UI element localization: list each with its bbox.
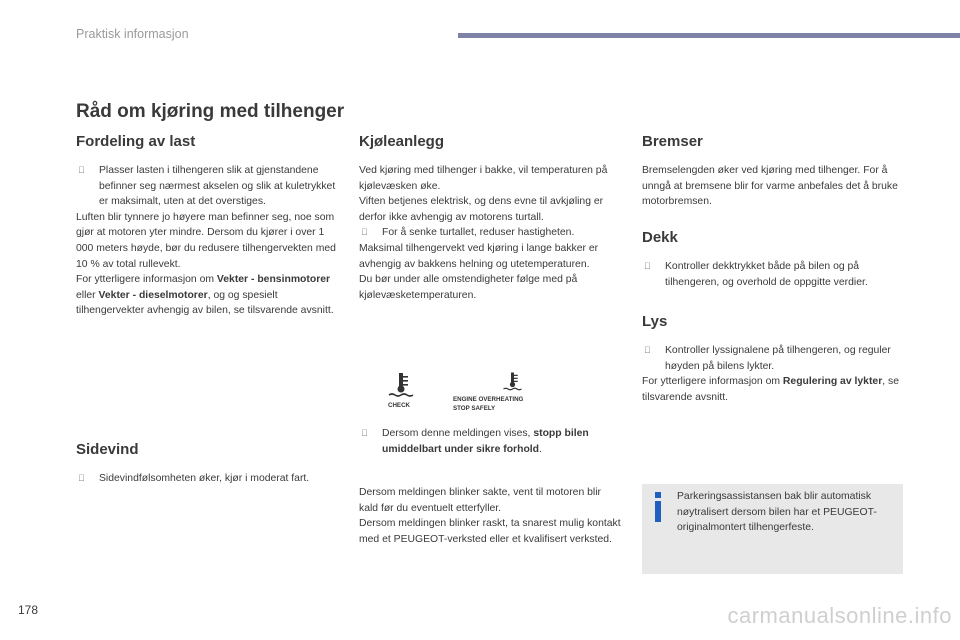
heading-lights: Lys: [642, 313, 668, 330]
bullet-stop-message: Dersom denne meldingen vises, stopp bilen umiddelbart under sikre forhold.: [359, 426, 644, 457]
heading-tyres: Dekk: [642, 229, 678, 246]
bullet-text: Kontroller dekktrykket både på bilen og på tilhengeren, og overhold de oppgitte verdier.: [665, 261, 868, 288]
info-icon: [654, 492, 662, 522]
icon-label-stop-safely: STOP SAFELY: [453, 405, 496, 412]
column-brakes: [642, 133, 904, 433]
bullet-light-signals: [642, 343, 904, 374]
paragraph-coolant-temp: Ved kjøring med tilhenger i bakke, vil temperaturen på kjølevæsken øke.: [359, 165, 608, 192]
bullet-tyre-pressure: [642, 259, 904, 290]
bullet-text: Kontroller lyssignalene på tilhengeren, og reguler høyden på bilens lykter.: [665, 345, 891, 372]
icon-label-check: CHECK: [388, 402, 411, 409]
section-tyres: [642, 229, 904, 290]
bullet-marker-icon: [644, 259, 651, 275]
paragraph-headlamp-ref: For ytterligere informasjon om Regulering av lykter, se tilsvarende avsnitt.: [642, 376, 899, 403]
paragraph-altitude: Luften blir tynnere jo høyere man befinner seg, noe som gjør at motoren yter mindre. Dersom du kjører i over 1 000 meters høyde, bør du redusere tilhengervekten med 10 % av total rullevekt.: [76, 211, 336, 270]
bullet-text: For å senke turtallet, reduser hastigheten.: [382, 227, 575, 239]
paragraph-max-weight: Maksimal tilhengervekt ved kjøring i lange bakker er avhengig av bakkens helning og utetemperaturen.: [359, 242, 599, 270]
paragraph-slow-blink: Dersom meldingen blinker sakte, vent til motoren blir kald før du eventuelt etterfyller.: [359, 487, 601, 514]
bullet-text: Plasser lasten i tilhengeren slik at gjenstandene befinner seg nærmest akselen og slik at kuletrykket er maksimalt, uten at det overstiges.: [99, 165, 336, 208]
paragraph-fan: Viften betjenes elektrisk, og dens evne til avkjøling er derfor ikke avhengig av motorens turtall.: [359, 196, 604, 223]
link-weights-petrol: Vekter - bensinmotorer: [216, 274, 331, 286]
watermark: carmanualsonline.info: [727, 603, 952, 628]
coolant-temperature-icon: [504, 373, 522, 390]
coolant-temperature-icon: [389, 373, 413, 396]
warning-messages-illustration: [383, 371, 583, 419]
page-title: Råd om kjøring med tilhenger: [76, 101, 345, 122]
bullet-text: Sidevindfølsomheten øker, kjør i moderat fart.: [99, 473, 310, 484]
header-bar: [458, 33, 960, 38]
paragraph-fast-blink: Dersom meldingen blinker raskt, ta snarest mulig kontakt med et PEUGEOT-verksted eller et kvalifisert verksted.: [359, 518, 621, 545]
bullet-marker-icon: [644, 343, 651, 359]
page-number: 178: [18, 603, 39, 617]
paragraph-monitor-coolant: Du bør under alle omstendigheter følge med på kjølevæsketemperaturen.: [359, 274, 578, 301]
heading-cooling: Kjøleanlegg: [359, 133, 445, 150]
section-crosswind: [76, 441, 338, 487]
info-box: [642, 484, 903, 574]
bullet-marker-icon: [361, 225, 368, 241]
bullet-load-placement: [76, 163, 338, 210]
bullet-marker-icon: [78, 163, 85, 179]
section-lights: [642, 313, 904, 405]
column-load-distribution: [76, 133, 338, 513]
heading-brakes: Bremser: [642, 133, 703, 150]
section-header: Praktisk informasjon: [76, 27, 189, 41]
bullet-marker-icon: [78, 471, 85, 487]
link-headlamp-adjustment: Regulering av lykter: [782, 376, 883, 388]
bullet-crosswind: [76, 471, 338, 487]
paragraph-weights-ref: For ytterligere informasjon om Vekter - bensinmotorer eller Vekter - dieselmotorer, og og spesielt tilhengervekter avhengig av bilen, se tilsvarende avsnitt.: [76, 274, 334, 317]
icon-label-overheating: ENGINE OVERHEATING: [453, 396, 524, 403]
bullet-reduce-speed: [359, 225, 621, 241]
info-text: Parkeringsassistansen bak blir automatisk nøytralisert dersom bilen har et PEUGEOT-originalmontert tilhengerfeste.: [677, 491, 877, 534]
column-cooling: [359, 133, 621, 573]
blink-notes: [359, 485, 621, 547]
bullet-marker-icon: [361, 426, 368, 442]
stop-instruction: stopp bilen umiddelbart under sikre forhold: [382, 428, 589, 455]
heading-crosswind: Sidevind: [76, 441, 139, 458]
paragraph-brakes: Bremselengden øker ved kjøring med tilhenger. For å unngå at bremsene blir for varme anbefales det å bruke motorbremsen.: [642, 165, 898, 208]
heading-load-distribution: Fordeling av last: [76, 133, 196, 150]
link-weights-diesel: Vekter - dieselmotorer: [98, 289, 208, 301]
